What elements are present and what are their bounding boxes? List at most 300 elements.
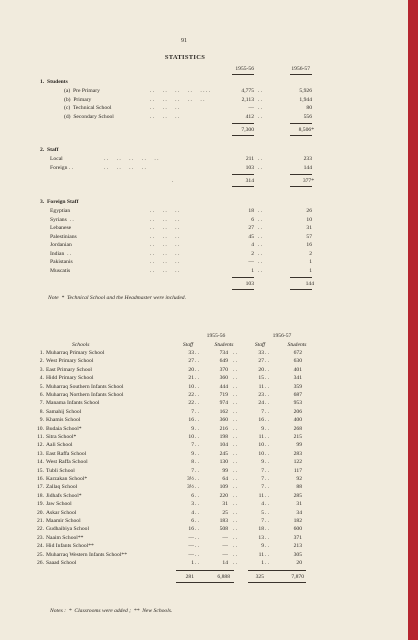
section-heading: 3. Foreign Staff	[40, 199, 79, 205]
page-number: 91	[181, 38, 187, 44]
staff-1956: 24	[258, 400, 264, 407]
students-1956: 305	[293, 551, 302, 558]
subtotal-rule-2	[290, 277, 312, 278]
value-separator: . .	[265, 375, 270, 382]
school-name: Budaia School*	[46, 425, 82, 432]
school-name: Karzakan School*	[46, 476, 88, 482]
students-1956: 215	[293, 434, 302, 440]
value-separator: . .	[233, 417, 238, 424]
value-1956: 2	[309, 250, 312, 257]
value-separator: . .	[195, 350, 200, 356]
total-rule-1	[232, 135, 254, 136]
value-separator: . .	[233, 408, 238, 415]
leader-dots: . . . . . .	[150, 259, 180, 265]
leader-dots: . . . . . .	[150, 113, 180, 120]
row-label: (b) Primary	[64, 96, 92, 103]
staff-1955: 7	[191, 467, 194, 474]
staff-1956: 16	[258, 417, 264, 424]
value-separator: . .	[265, 560, 270, 566]
row-number: 15.	[37, 467, 44, 474]
value-separator: . .	[195, 392, 200, 398]
staff-1955: 22	[188, 400, 194, 407]
value-separator: . .	[195, 459, 200, 466]
value-separator: . .	[195, 543, 200, 550]
value-separator: . .	[258, 96, 263, 103]
school-name: Sitra School*	[46, 434, 77, 440]
leader-dots: . . . . . .	[150, 233, 180, 240]
students-1956: 20	[296, 560, 302, 566]
section-heading: 2. Staff	[40, 147, 59, 153]
subtotal-rule-2	[290, 123, 312, 124]
students-1955: 104	[219, 442, 228, 449]
value-separator: . .	[195, 383, 200, 390]
staff-1955: 20	[188, 366, 194, 373]
value-separator: . .	[265, 434, 270, 440]
leader-dots: . . . . . .	[150, 105, 180, 111]
row-label: Syrians . .	[50, 216, 74, 223]
students-1956: 341	[293, 375, 302, 382]
students-1956: 31	[296, 501, 302, 508]
value-1955: 2,113	[241, 96, 254, 103]
value-separator: . .	[265, 383, 270, 390]
students-1956: 672	[293, 350, 302, 356]
staff-1956: 9	[261, 459, 264, 466]
value-separator: . .	[265, 425, 270, 432]
value-separator: . .	[195, 518, 200, 524]
value-separator: . .	[233, 476, 238, 482]
value-separator: . .	[233, 450, 238, 457]
total-1955: 314	[245, 178, 254, 184]
total-1956: 144	[305, 281, 314, 287]
value-1956: 31	[306, 225, 312, 231]
value-separator: . .	[265, 408, 270, 415]
value-separator: . .	[233, 509, 238, 516]
staff-1956: 11	[258, 434, 264, 440]
value-separator: . .	[265, 467, 270, 474]
staff-1955: —	[188, 543, 194, 550]
value-separator: . .	[195, 551, 200, 558]
column-heading-staff: Staff	[182, 342, 194, 348]
row-number: 20.	[37, 509, 44, 516]
subtotal-rule-2	[290, 174, 312, 175]
staff-1956: 4	[261, 501, 264, 508]
value-separator: . .	[195, 509, 200, 516]
value-1956: 26	[306, 208, 312, 214]
students-1956: 285	[293, 492, 302, 499]
value-separator: . .	[265, 484, 270, 491]
students-1955: 99	[222, 467, 228, 474]
row-number: 9.	[39, 417, 44, 424]
staff-1956: 7	[261, 476, 264, 482]
value-separator: . .	[233, 350, 238, 356]
value-separator: . .	[195, 501, 200, 508]
value-separator: . .	[265, 526, 270, 533]
value-separator: . .	[258, 164, 263, 171]
row-number: 11.	[37, 434, 44, 440]
students-1955: —	[222, 534, 228, 541]
year-heading-1956: 1956-57	[291, 66, 310, 72]
value-separator: . .	[258, 88, 263, 94]
school-name: Naaim School**	[46, 534, 84, 541]
row-number: 8.	[39, 408, 44, 415]
staff-1956: 15	[258, 375, 264, 382]
subtotal-rule-1	[232, 123, 254, 124]
students-1956: 600	[293, 526, 302, 533]
row-label: (a) Pre Primary	[64, 88, 100, 94]
staff-1956: 10	[258, 450, 264, 457]
value-separator: . .	[233, 459, 238, 466]
students-1956: 34	[296, 509, 302, 516]
staff-1955: 1	[191, 560, 194, 566]
students-1956: 371	[293, 534, 302, 541]
value-separator: . .	[233, 484, 238, 491]
leader-dots: . . . . . .	[150, 208, 180, 214]
leader-dots: . . . . . .	[150, 225, 180, 231]
value-separator: . .	[195, 434, 200, 440]
value-1955: 45	[248, 233, 254, 240]
staff-1956: 9	[261, 543, 264, 550]
students-1956: 99	[296, 442, 302, 449]
school-name: Zallaq School	[46, 484, 78, 491]
value-1956: 80	[306, 105, 312, 111]
value-separator: . .	[258, 242, 263, 248]
value-separator: . .	[265, 400, 270, 407]
column-heading-staff: Staff	[254, 342, 266, 348]
value-1955: —	[248, 259, 254, 265]
column-heading-students: Students	[214, 342, 234, 348]
value-separator: . .	[233, 425, 238, 432]
value-separator: . .	[265, 392, 270, 398]
value-separator: . .	[265, 501, 270, 508]
value-1956: 556	[303, 113, 312, 120]
subtotal-rule-1	[232, 174, 254, 175]
leader-dots: . . . . . . . . . .	[104, 156, 159, 162]
students-1956: 953	[293, 400, 302, 407]
total-rule-2	[290, 186, 312, 187]
school-name: East Primary School	[46, 366, 92, 373]
row-number: 5.	[39, 383, 44, 390]
staff-1955: 10	[188, 434, 194, 440]
note: Note * Technical School and the Headmaster were included.	[48, 295, 187, 301]
row-label: (d) Secondary School	[64, 113, 114, 120]
students-1955: 974	[219, 400, 228, 407]
school-name: Maamir School	[46, 518, 81, 524]
value-separator: . .	[195, 492, 200, 499]
school-name: East Raffa School	[46, 450, 87, 457]
staff-1955: 3½	[187, 484, 194, 491]
school-name: Muharraq Western Infants School**	[46, 551, 128, 558]
school-name: Jaw School	[46, 501, 72, 508]
students-1955: 198	[219, 434, 228, 440]
staff-1955: 9	[191, 450, 194, 457]
row-number: 25.	[37, 551, 44, 558]
students-1956: 117	[293, 467, 302, 474]
value-separator: . .	[258, 267, 263, 274]
staff-1955: 21	[188, 375, 194, 382]
value-separator: . .	[233, 526, 238, 533]
value-separator: . .	[258, 233, 263, 240]
value-1956: 144	[303, 164, 312, 171]
staff-1956: 1	[261, 560, 264, 566]
school-name: Jidhafs School*	[46, 492, 82, 499]
staff-1955: 3	[191, 501, 194, 508]
value-1955: 2	[251, 250, 254, 257]
page-title: STATISTICS	[164, 54, 206, 61]
school-name: West Primary School	[46, 358, 94, 365]
staff-1955: 9	[191, 425, 194, 432]
value-separator: . .	[195, 476, 200, 482]
year-heading-1956: 1956-57	[272, 333, 292, 339]
students-1956: 122	[293, 459, 302, 466]
students-1955: —	[222, 551, 228, 558]
school-name: Hid Infants School**	[46, 543, 94, 550]
value-separator: . .	[233, 392, 238, 398]
row-number: 22.	[37, 526, 44, 533]
row-number: 12.	[37, 442, 44, 449]
staff-1956: 9	[261, 425, 264, 432]
value-separator: . .	[233, 467, 238, 474]
value-separator: . .	[258, 225, 263, 231]
row-number: 2.	[39, 358, 44, 365]
value-separator: . .	[265, 551, 270, 558]
school-name: Khamis School	[46, 417, 81, 424]
value-separator: . .	[195, 400, 200, 407]
staff-1955: 6	[191, 518, 194, 524]
row-label: (c) Technical School	[64, 105, 112, 111]
value-separator: . .	[258, 259, 263, 265]
value-separator: . .	[233, 375, 238, 382]
school-name: Muharraq Northern Infants School	[46, 392, 124, 398]
students-1956: 92	[296, 476, 302, 482]
total-students-1955: 6,888	[217, 574, 230, 581]
leader-dots: . . . . . .	[150, 267, 180, 274]
row-number: 16.	[37, 476, 44, 482]
value-separator: . .	[265, 534, 270, 541]
total-rule	[176, 582, 234, 583]
value-separator: . .	[258, 113, 263, 120]
row-label: Lebanese	[50, 225, 72, 231]
staff-1956: 33	[258, 350, 264, 356]
value-1956: 1,944	[299, 96, 312, 103]
value-separator: . .	[233, 400, 238, 407]
staff-1955: 4	[191, 509, 194, 516]
staff-1956: 11	[258, 551, 264, 558]
row-number: 7.	[39, 400, 44, 407]
value-separator: . .	[265, 509, 270, 516]
students-1955: 25	[222, 509, 228, 516]
staff-1955: 7	[191, 442, 194, 449]
value-1956: 57	[306, 233, 312, 240]
row-label: Jordanian	[50, 242, 72, 248]
students-1956: 401	[293, 366, 302, 373]
value-separator: . .	[195, 408, 200, 415]
row-number: 13.	[37, 450, 44, 457]
value-separator: . .	[195, 442, 200, 449]
staff-1956: 13	[258, 534, 264, 541]
students-1956: 206	[293, 408, 302, 415]
total-1955: 103	[245, 281, 254, 287]
value-separator: . .	[265, 492, 270, 499]
value-separator: . .	[195, 560, 200, 566]
school-name: West Raffa School	[46, 459, 88, 466]
value-separator: . .	[265, 442, 270, 449]
value-separator: . .	[233, 434, 238, 440]
staff-1955: 10	[188, 383, 194, 390]
staff-1955: 3½	[187, 476, 194, 482]
value-1955: 18	[248, 208, 254, 214]
row-number: 4.	[39, 375, 44, 382]
column-heading-schools: Schools	[72, 342, 90, 348]
value-separator: . .	[233, 518, 238, 524]
value-1955: 4,775	[241, 88, 254, 94]
value-separator: . .	[195, 417, 200, 424]
row-label: Pakistanis	[50, 259, 73, 265]
students-1956: 268	[293, 425, 302, 432]
total-rule-2	[290, 289, 312, 290]
value-separator: . .	[233, 442, 238, 449]
book-edge	[408, 0, 418, 640]
row-number: 1.	[39, 350, 44, 356]
staff-1955: 16	[188, 417, 194, 424]
value-1956: 16	[306, 242, 312, 248]
staff-1956: 7	[261, 518, 264, 524]
school-name: Askar School	[46, 509, 77, 516]
students-1955: 64	[222, 476, 228, 482]
value-1956: 10	[306, 216, 312, 223]
section-heading: 1. Students	[40, 79, 68, 85]
value-separator: . .	[233, 358, 238, 365]
staff-1955: 7	[191, 408, 194, 415]
staff-1955: 16	[188, 526, 194, 533]
school-name: Gudhaibiya School	[46, 526, 90, 533]
subtotal-rule-1	[232, 277, 254, 278]
value-separator: . .	[233, 551, 238, 558]
staff-1956: 11	[258, 492, 264, 499]
value-separator: . .	[233, 560, 238, 566]
note: Notes : * Classrooms were added ; ** New Schools.	[50, 608, 173, 614]
year-heading-1955: 1955-56	[206, 333, 226, 339]
leader-dots: . . . . . .	[150, 216, 180, 223]
staff-1955: 33	[188, 350, 194, 356]
row-label: Palestinians	[50, 233, 77, 240]
row-number: 14.	[37, 459, 44, 466]
value-1955: 211	[245, 156, 254, 162]
value-separator: . .	[233, 534, 238, 541]
row-number: 24.	[37, 543, 44, 550]
total-staff-1955: 281	[185, 574, 194, 581]
school-name: Muharraq Southern Infants School	[46, 383, 124, 390]
staff-1956: 10	[258, 442, 264, 449]
leader-dots: . . . . . . . . . . . .	[150, 88, 211, 94]
leader-dots: .	[172, 178, 174, 184]
students-1955: 370	[219, 366, 228, 373]
value-separator: . .	[265, 358, 270, 365]
staff-1955: —	[188, 534, 194, 541]
rule-under-year-1	[232, 74, 254, 75]
school-name: Hidd Primary School	[46, 375, 94, 382]
value-separator: . .	[233, 543, 238, 550]
rule-under-year-2	[290, 74, 312, 75]
leader-dots: . . . . . . . .	[104, 164, 146, 171]
staff-1956: 7	[261, 467, 264, 474]
value-separator: . .	[258, 216, 263, 223]
school-name: Tubli School	[46, 467, 75, 474]
value-separator: . .	[265, 476, 270, 482]
students-1955: 360	[219, 375, 228, 382]
value-separator: . .	[195, 375, 200, 382]
leader-dots: . . . . . .	[150, 250, 180, 257]
total-rule	[248, 570, 306, 571]
students-1956: 213	[293, 543, 302, 550]
students-1955: 719	[219, 392, 228, 398]
value-separator: . .	[265, 417, 270, 424]
value-separator: . .	[258, 250, 263, 257]
value-1956: 233	[303, 156, 312, 162]
staff-1956: 18	[258, 526, 264, 533]
students-1955: 245	[219, 450, 228, 457]
value-separator: . .	[195, 467, 200, 474]
value-separator: . .	[265, 543, 270, 550]
row-number: 19.	[37, 501, 44, 508]
row-number: 18.	[37, 492, 44, 499]
staff-1956: 7	[261, 484, 264, 491]
value-separator: . .	[265, 366, 270, 373]
students-1955: 649	[219, 358, 228, 365]
value-separator: . .	[195, 534, 200, 541]
total-students-1956: 7,870	[291, 574, 304, 581]
students-1955: 508	[219, 526, 228, 533]
staff-1955: 22	[188, 392, 194, 398]
value-1955: 4	[251, 242, 254, 248]
total-staff-1956: 325	[255, 574, 264, 581]
value-separator: . .	[233, 366, 238, 373]
school-name: Muharraq Primary School	[46, 350, 105, 356]
leader-dots: . . . . . .	[150, 242, 180, 248]
value-separator: . .	[233, 501, 238, 508]
row-number: 17.	[37, 484, 44, 491]
value-separator: . .	[258, 156, 263, 162]
value-separator: . .	[233, 492, 238, 499]
row-number: 6.	[39, 392, 44, 398]
row-number: 10.	[37, 425, 44, 432]
value-separator: . .	[265, 450, 270, 457]
value-separator: . .	[265, 518, 270, 524]
total-rule	[248, 582, 306, 583]
school-name: Aali School	[46, 442, 73, 449]
students-1955: 31	[222, 501, 228, 508]
value-1956: 1	[309, 259, 312, 265]
value-separator: . .	[265, 350, 270, 356]
students-1956: 359	[293, 383, 302, 390]
total-1955: 7,300	[241, 127, 254, 133]
value-separator: . .	[258, 208, 263, 214]
value-1955: 412	[245, 113, 254, 120]
row-label: Egyptian	[50, 208, 71, 214]
value-separator: . .	[195, 425, 200, 432]
value-1956: 5,926	[299, 88, 312, 94]
students-1956: 687	[293, 392, 302, 398]
staff-1956: 11	[258, 383, 264, 390]
staff-1955: 8	[191, 459, 194, 466]
students-1955: 444	[219, 383, 228, 390]
students-1955: 360	[219, 417, 228, 424]
row-number: 23.	[37, 534, 44, 541]
staff-1956: 20	[258, 366, 264, 373]
students-1955: —	[222, 543, 228, 550]
value-separator: . .	[195, 526, 200, 533]
students-1955: 734	[219, 350, 228, 356]
row-label: Foreign . .	[50, 164, 73, 171]
